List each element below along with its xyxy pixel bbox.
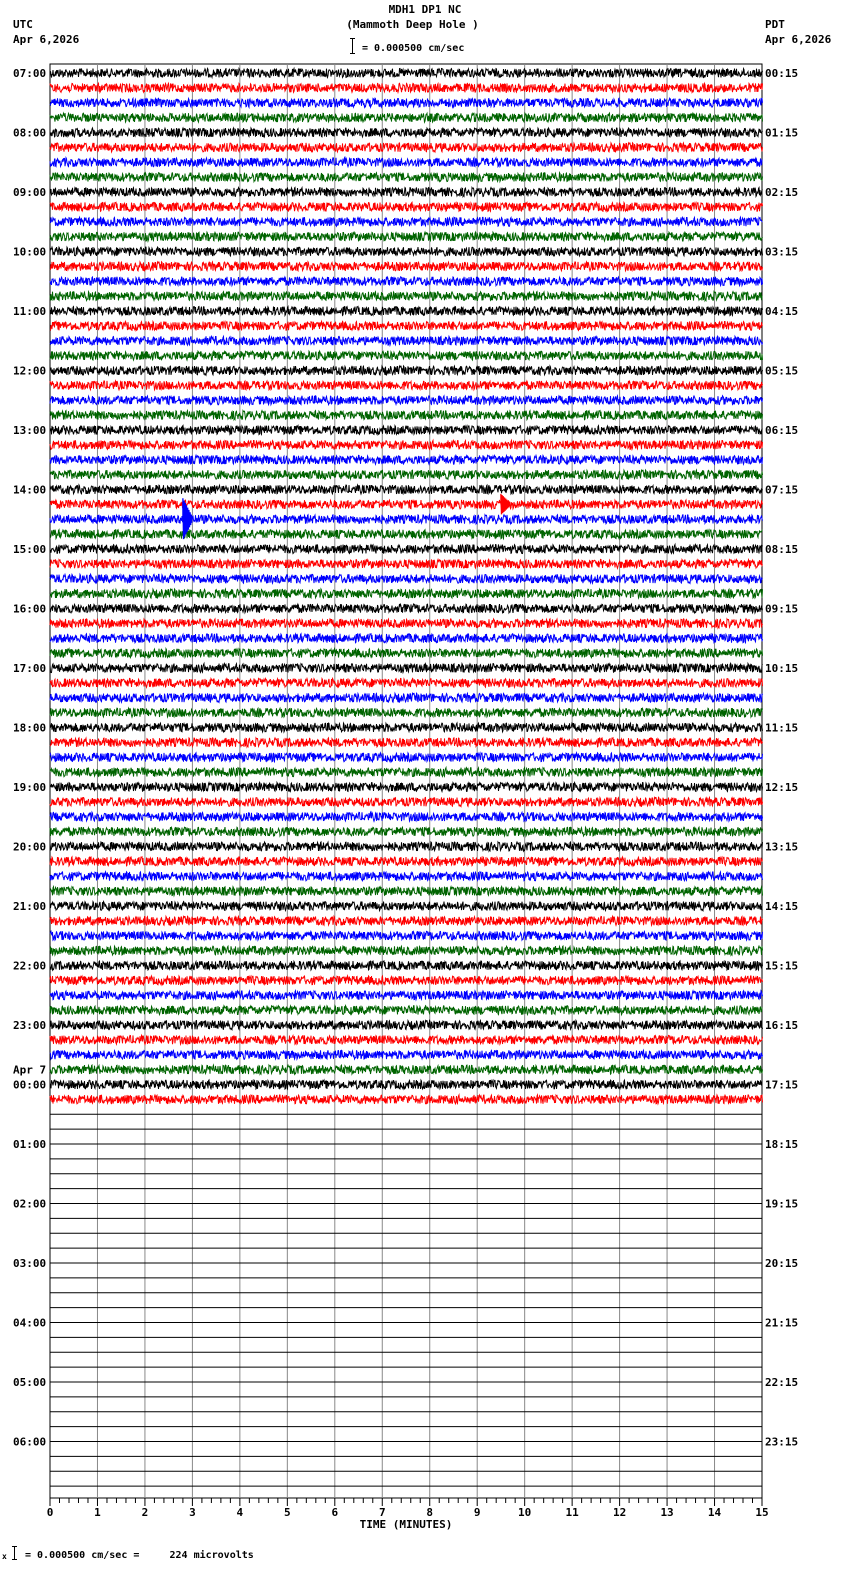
seismic-trace: [50, 872, 763, 881]
seismic-trace: [50, 931, 763, 940]
seismic-trace: [50, 1065, 763, 1074]
seismic-trace: [50, 470, 763, 479]
seismic-trace: [50, 634, 763, 643]
utc-hour-label: 00:00: [13, 1078, 47, 1092]
seismic-trace: [50, 262, 763, 271]
seismic-trace: [50, 708, 763, 717]
seismic-trace: [50, 396, 763, 405]
utc-hour-label: 21:00: [13, 900, 47, 913]
utc-hour-label: 08:00: [13, 126, 47, 140]
seismic-trace: [50, 158, 763, 167]
x-tick-label: 6: [331, 1506, 339, 1519]
x-tick-label: 8: [426, 1506, 434, 1519]
seismic-trace: [50, 768, 763, 777]
utc-hour-label: 03:00: [13, 1257, 47, 1270]
utc-hour-label: 16:00: [13, 602, 47, 616]
seismic-trace: [50, 1080, 763, 1089]
utc-hour-label: 20:00: [13, 840, 47, 854]
seismic-trace: [50, 440, 763, 449]
seismic-trace: [50, 678, 763, 687]
utc-hour-label: 15:00: [13, 543, 47, 556]
seismic-trace: [50, 277, 763, 286]
seismic-trace: [50, 902, 763, 911]
x-tick-label: 10: [518, 1506, 532, 1519]
seismic-trace: [50, 649, 763, 658]
seismic-trace: [50, 559, 763, 568]
pdt-hour-label: 23:15: [765, 1435, 799, 1449]
seismic-trace: [50, 426, 763, 435]
seismic-trace: [50, 292, 763, 301]
seismic-trace: [50, 545, 763, 554]
seismic-trace: [50, 753, 763, 762]
seismic-trace: [50, 1050, 763, 1059]
utc-hour-label: 12:00: [13, 364, 47, 378]
seismic-trace: [50, 69, 763, 78]
x-axis-label: TIME (MINUTES): [359, 1518, 453, 1531]
pdt-hour-label: 20:15: [765, 1257, 799, 1270]
seismic-trace: [50, 247, 763, 256]
utc-hour-label: 14:00: [13, 483, 47, 497]
seismic-trace: [50, 202, 763, 211]
seismic-trace: [50, 976, 763, 985]
pdt-hour-label: 12:15: [765, 781, 799, 794]
seismic-trace: [50, 887, 763, 896]
seismic-trace: [50, 515, 763, 524]
seismic-trace: [50, 946, 763, 955]
pdt-hour-label: 03:15: [765, 245, 799, 259]
seismic-trace: [50, 530, 763, 539]
seismic-trace: [50, 916, 763, 925]
pdt-hour-label: 06:15: [765, 424, 799, 437]
x-tick-label: 5: [284, 1506, 291, 1519]
pdt-hour-label: 01:15: [765, 126, 799, 140]
left-timezone: UTC: [13, 18, 33, 31]
seismic-trace: [50, 143, 763, 152]
seismic-trace: [50, 485, 763, 494]
pdt-hour-label: 16:15: [765, 1019, 799, 1032]
pdt-hour-label: 00:15: [765, 67, 799, 80]
seismic-trace: [50, 232, 763, 241]
x-tick-label: 7: [378, 1506, 386, 1519]
utc-hour-label: 02:00: [13, 1197, 47, 1211]
x-tick-label: 9: [473, 1506, 481, 1519]
seismic-trace: [50, 411, 763, 420]
x-tick-label: 3: [189, 1506, 196, 1519]
pdt-hour-label: 19:15: [765, 1197, 799, 1211]
utc-hour-label: 07:00: [13, 67, 47, 80]
x-tick-label: 11: [565, 1506, 579, 1519]
pdt-hour-label: 04:15: [765, 305, 799, 318]
seismic-trace: [50, 842, 763, 851]
seismic-trace: [50, 827, 763, 836]
seismic-trace: [50, 381, 763, 390]
station-location: (Mammoth Deep Hole ): [346, 18, 479, 31]
utc-hour-label: 09:00: [13, 186, 47, 199]
utc-hour-label: 13:00: [13, 424, 47, 437]
seismic-trace: [50, 366, 763, 375]
seismic-trace: [50, 173, 763, 182]
x-tick-label: 15: [755, 1506, 769, 1519]
pdt-hour-label: 21:15: [765, 1316, 799, 1330]
seismic-trace: [50, 307, 763, 316]
seismic-trace: [50, 619, 763, 628]
pdt-hour-label: 07:15: [765, 483, 799, 497]
pdt-hour-label: 22:15: [765, 1376, 799, 1389]
seismic-trace: [50, 113, 763, 122]
header-scale-text: = 0.000500 cm/sec: [362, 43, 465, 54]
seismic-trace: [50, 961, 763, 970]
utc-hour-label: 10:00: [13, 245, 47, 259]
seismic-trace: [50, 783, 763, 792]
seismic-trace: [50, 128, 763, 137]
x-tick-label: 4: [236, 1506, 244, 1519]
utc-hour-label: 23:00: [13, 1019, 47, 1032]
seismic-trace: [50, 336, 763, 345]
x-tick-label: 0: [46, 1506, 54, 1519]
pdt-hour-label: 15:15: [765, 959, 799, 973]
pdt-hour-label: 02:15: [765, 186, 799, 199]
seismic-trace: [50, 217, 763, 226]
seismic-trace: [50, 1021, 763, 1030]
pdt-hour-label: 09:15: [765, 602, 799, 616]
seismic-trace: [50, 1095, 763, 1104]
utc-hour-label: 17:00: [13, 662, 47, 675]
seismic-event: [501, 494, 510, 514]
pdt-hour-label: 10:15: [765, 662, 799, 675]
pdt-hour-label: 05:15: [765, 364, 799, 378]
seismic-trace: [50, 188, 763, 197]
seismic-trace: [50, 1006, 763, 1015]
utc-hour-label: 11:00: [13, 305, 47, 318]
footer-prefix: x: [2, 1552, 7, 1561]
seismic-trace: [50, 812, 763, 821]
seismic-trace: [50, 321, 763, 330]
pdt-hour-label: 08:15: [765, 543, 799, 556]
utc-hour-label: 05:00: [13, 1376, 47, 1389]
utc-hour-label: 01:00: [13, 1138, 47, 1151]
x-tick-label: 12: [612, 1506, 627, 1519]
seismic-trace: [50, 351, 763, 360]
seismic-trace: [50, 455, 763, 464]
utc-hour-label: 06:00: [13, 1435, 47, 1449]
seismic-trace: [50, 723, 763, 732]
seismic-trace: [50, 574, 763, 583]
seismic-trace: [50, 98, 763, 107]
right-timezone: PDT: [765, 18, 785, 31]
left-date: Apr 6,2026: [13, 33, 80, 46]
utc-hour-label: 19:00: [13, 781, 47, 794]
pdt-hour-label: 11:15: [765, 721, 799, 735]
pdt-hour-label: 18:15: [765, 1138, 799, 1151]
seismic-trace: [50, 500, 763, 509]
seismic-trace: [50, 693, 763, 702]
pdt-hour-label: 13:15: [765, 840, 799, 854]
x-tick-label: 13: [660, 1506, 674, 1519]
pdt-hour-label: 14:15: [765, 900, 799, 913]
seismic-trace: [50, 83, 763, 92]
seismic-trace: [50, 664, 763, 673]
x-tick-label: 1: [94, 1506, 101, 1519]
pdt-hour-label: 17:15: [765, 1078, 799, 1092]
utc-hour-label: 04:00: [13, 1316, 47, 1330]
footer-scale-bar-icon: [14, 1546, 15, 1560]
seismic-trace: [50, 991, 763, 1000]
seismic-trace: [50, 857, 763, 866]
utc-hour-label: 22:00: [13, 959, 47, 973]
right-date: Apr 6,2026: [765, 33, 832, 46]
station-title: MDH1 DP1 NC: [388, 3, 462, 16]
utc-hour-label: 18:00: [13, 721, 47, 735]
day-change-label: Apr 7: [13, 1063, 47, 1077]
footer-scale-text: = 0.000500 cm/sec = 224 microvolts: [25, 1550, 254, 1561]
seismic-trace: [50, 1035, 763, 1044]
seismic-trace: [50, 797, 763, 806]
seismic-trace: [50, 738, 763, 747]
x-tick-label: 2: [141, 1506, 149, 1519]
seismic-trace: [50, 604, 763, 613]
seismic-trace: [50, 589, 763, 598]
x-tick-label: 14: [707, 1506, 722, 1519]
